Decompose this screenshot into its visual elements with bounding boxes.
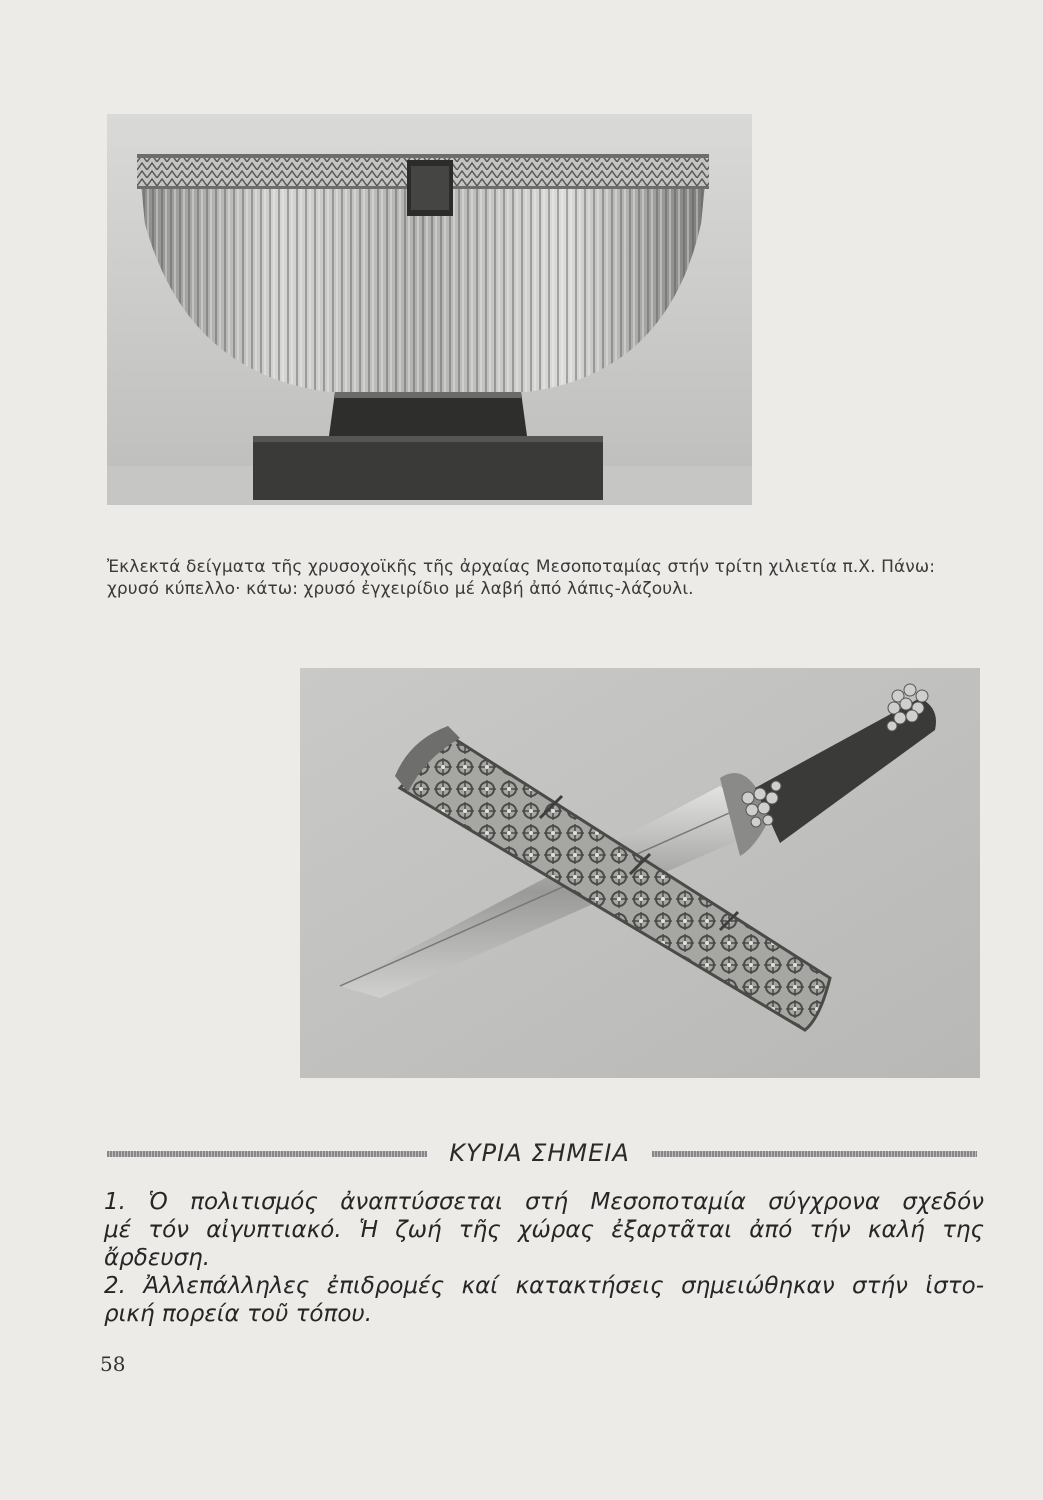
point-1-line-2: μέ τόν αἰγυπτιακό. Ἡ ζωή τῆς χώρας ἐξαρτᾶται ἀπό τήν καλή της <box>104 1217 984 1243</box>
rule-left-line <box>107 1151 427 1157</box>
section-heading <box>107 1136 977 1176</box>
point-1-line-3: ἄρδευση. <box>104 1245 211 1271</box>
point-1-line-1: 1. Ὁ πολιτισμός ἀναπτύσσεται στή Μεσοποταμία σύγχρονα σχεδόν <box>104 1189 984 1215</box>
key-points <box>104 1188 984 1328</box>
gold-dagger-image <box>300 668 980 1078</box>
gold-dagger-photo <box>300 668 980 1078</box>
gold-bowl-image <box>107 114 752 505</box>
gold-bowl-photo <box>107 114 752 505</box>
point-2-line-2: ρική πορεία τοῦ τόπου. <box>104 1301 373 1327</box>
point-2-line-1: 2. Ἀλλεπάλληλες ἐπιδρομές καί κατακτήσεις σημειώθηκαν στήν ἱστο- <box>104 1273 984 1299</box>
page-number: 58 <box>100 1352 126 1376</box>
rule-right-line <box>652 1151 977 1157</box>
caption-line-1: Ἐκλεκτά δείγματα τῆς χρυσοχοϊκῆς τῆς ἀρχαίας Μεσοποταμίας στήν τρίτη χιλιετία π.Χ. Πάνω: <box>107 557 936 577</box>
section-title: ΚΥΡΙΑ ΣΗΜΕΙΑ <box>449 1139 630 1167</box>
caption-line-2: χρυσό κύπελλο· κάτω: χρυσό ἐγχειρίδιο μέ λαβή ἀπό λάπις-λάζουλι. <box>107 579 694 599</box>
figure-caption <box>107 556 987 600</box>
